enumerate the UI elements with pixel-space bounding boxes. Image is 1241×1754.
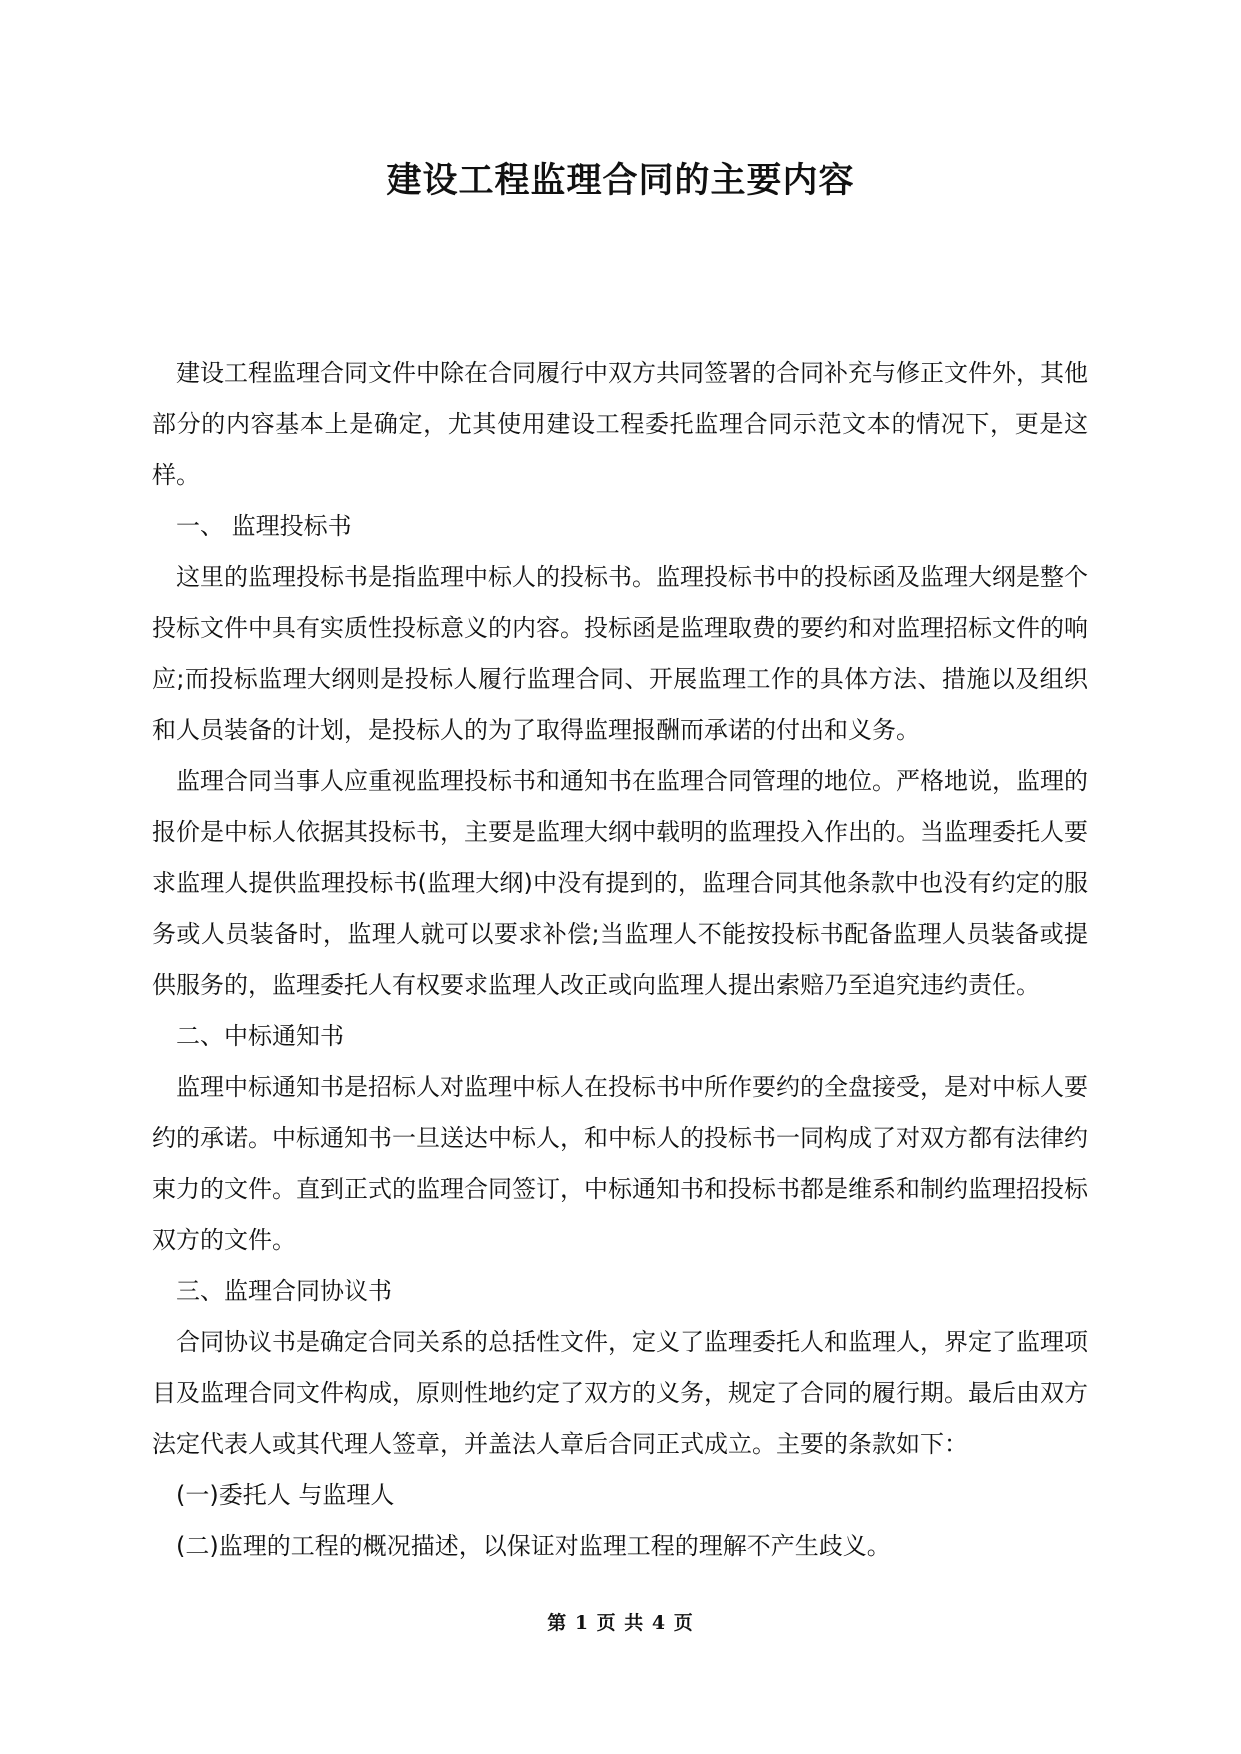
- document-title: 建设工程监理合同的主要内容: [386, 161, 855, 201]
- paragraph: 建设工程监理合同文件中除在合同履行中双方共同签署的合同补充与修正文件外，其他部分的内容基本上是确定，尤其使用建设工程委托监理合同示范文本的情况下，更是这样。: [152, 359, 1088, 489]
- paragraph: 监理合同当事人应重视监理投标书和通知书在监理合同管理的地位。严格地说，监理的报价是中标人依据其投标书，主要是监理大纲中载明的监理投入作出的。当监理委托人要求监理人提供监理投标书(监理大纲)中没有提到的，监理合同其他条款中也没有约定的服务或人员装备时，监理人就可以要求补偿;当监理人不能按投标书配备监理人员装备或提供服务的，监理委托人有权要求监理人改正或向监理人提出索赔乃至追究违约责任。: [152, 767, 1088, 999]
- section-heading: 三、监理合同协议书: [176, 1277, 392, 1305]
- list-item: (一)委托人 与监理人: [176, 1481, 395, 1509]
- list-item: (二)监理的工程的概况描述，以保证对监理工程的理解不产生歧义。: [176, 1532, 891, 1560]
- section-heading: 二、中标通知书: [176, 1022, 344, 1050]
- paragraph: 合同协议书是确定合同关系的总括性文件，定义了监理委托人和监理人，界定了监理项目及监理合同文件构成，原则性地约定了双方的义务，规定了合同的履行期。最后由双方法定代表人或其代理人签章，并盖法人章后合同正式成立。主要的条款如下：: [152, 1328, 1088, 1458]
- paragraph: 监理中标通知书是招标人对监理中标人在投标书中所作要约的全盘接受，是对中标人要约的承诺。中标通知书一旦送达中标人，和中标人的投标书一同构成了对双方都有法律约束力的文件。直到正式的监理合同签订，中标通知书和投标书都是维系和制约监理招投标双方的文件。: [152, 1073, 1088, 1254]
- page-number-footer: 第 1 页 共 4 页: [547, 1612, 694, 1634]
- document-body: [152, 348, 1088, 1572]
- paragraph: 这里的监理投标书是指监理中标人的投标书。监理投标书中的投标函及监理大纲是整个投标文件中具有实质性投标意义的内容。投标函是监理取费的要约和对监理招标文件的响应;而投标监理大纲则是投标人履行监理合同、开展监理工作的具体方法、措施以及组织和人员装备的计划，是投标人的为了取得监理报酬而承诺的付出和义务。: [152, 563, 1088, 744]
- section-heading: 一、 监理投标书: [176, 512, 352, 540]
